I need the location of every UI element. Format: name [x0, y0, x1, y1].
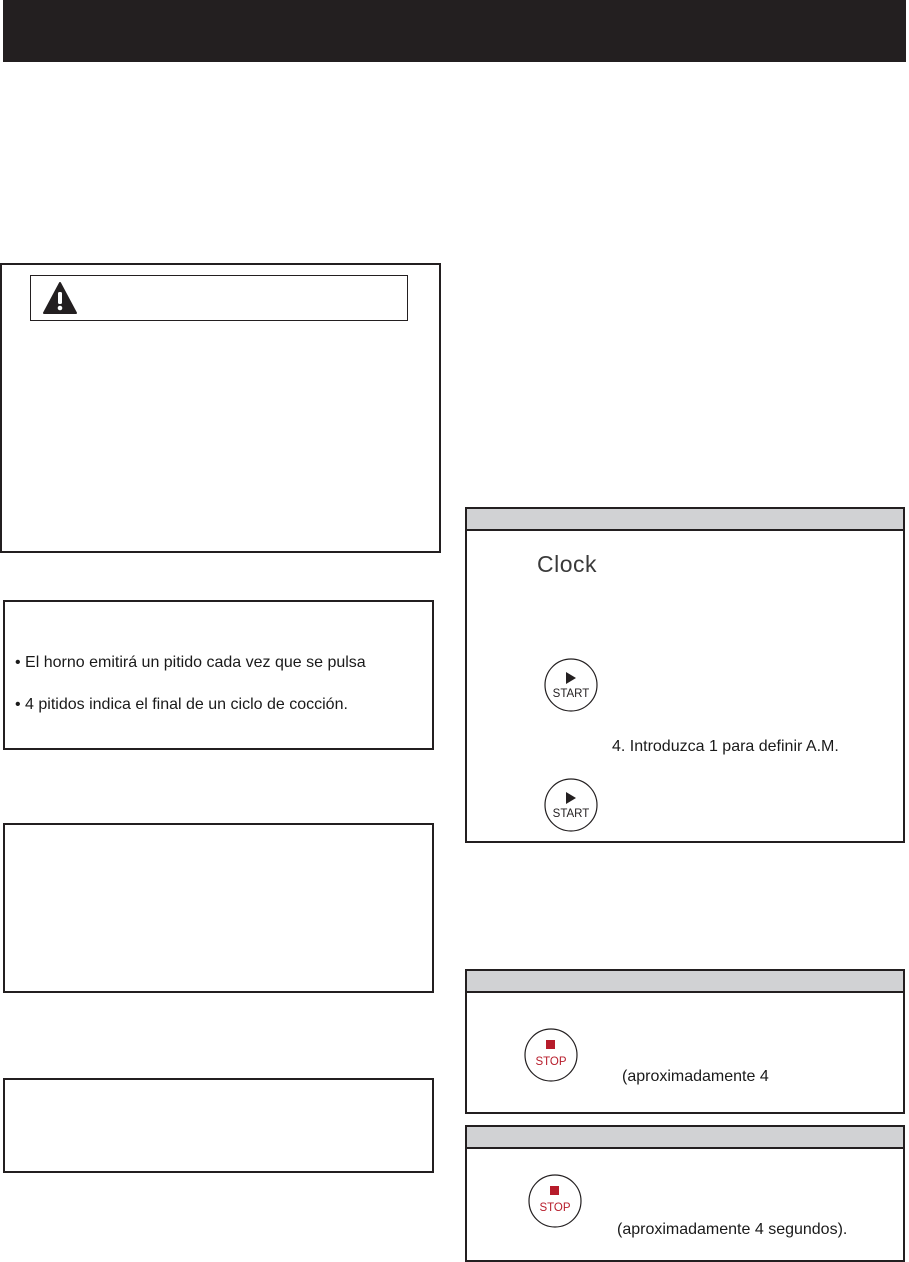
warning-box [0, 263, 441, 553]
note-end-of-cycle: • 4 pitidos indica el final de un ciclo de cocción. [15, 696, 348, 713]
lock-panel [465, 969, 905, 1114]
start-button[interactable] [543, 657, 599, 713]
stop-icon [546, 1040, 555, 1049]
notes-box [3, 600, 434, 750]
stop-label: STOP [539, 1202, 571, 1214]
header-bar [3, 0, 906, 62]
stop-label: STOP [535, 1056, 567, 1068]
start-button-2[interactable] [543, 777, 599, 833]
step-4-text: 4. Introduzca 1 para definir A.M. [612, 738, 839, 755]
panel-header [467, 1127, 903, 1149]
note-box-3 [3, 1078, 434, 1173]
note-box-2 [3, 823, 434, 993]
start-label: START [552, 808, 590, 820]
panel-header [467, 509, 903, 531]
note-beep-on-press: • El horno emitirá un pitido cada vez que se pulsa [15, 654, 366, 671]
start-label: START [552, 688, 590, 700]
unlock-duration-text: (aproximadamente 4 segundos). [617, 1221, 848, 1238]
stop-button[interactable] [527, 1173, 583, 1229]
clock-key[interactable]: Clock [537, 551, 598, 577]
unlock-panel [465, 1125, 905, 1262]
clock-setting-panel [465, 507, 905, 843]
warning-icon [42, 281, 78, 315]
panel-header [467, 971, 903, 993]
lock-duration-text: (aproximadamente 4 [622, 1068, 769, 1085]
stop-button[interactable] [523, 1027, 579, 1083]
caution-label [30, 275, 408, 321]
stop-icon [550, 1186, 559, 1195]
